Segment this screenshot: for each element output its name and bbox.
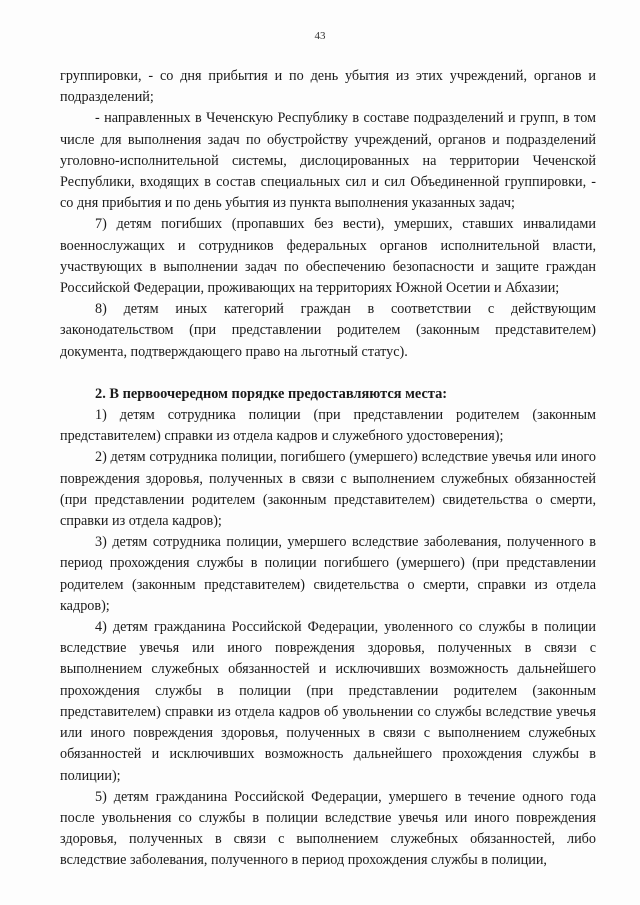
paragraph-priority-5: 5) детям гражданина Российской Федерации, умершего в течение одного года после увольнения со службы в полиции вследствие увечья или иного повреждения здоровья, полученных в связи с выполнением служебных обязанностей, либо вследствие заболевания, полученного в период прохождения службы в полиции,	[60, 788, 596, 869]
paragraph-continuation: группировки, - со дня прибытия и по день убытия из этих учреждений, органов и подразделений;	[60, 68, 596, 106]
page-number: 43	[314, 30, 326, 42]
paragraph-item-7: 7) детям погибших (пропавших без вести), умерших, ставших инвалидами военнослужащих и сотрудников федеральных органов исполнительной власти, участвующих в выполнении задач по обеспечению безопасности и защите граждан Российской Федерации, проживающих на территориях Южной Осетии и Абхазии;	[60, 216, 596, 297]
paragraph-priority-1: 1) детям сотрудника полиции (при представлении родителем (законным представителем) справки из отдела кадров и служебного удостоверения);	[60, 407, 596, 445]
paragraph-priority-2: 2) детям сотрудника полиции, погибшего (умершего) вследствие увечья или иного повреждения здоровья, полученных в связи с выполнением служебных обязанностей (при представлении родителем (законным представителем) свидетельства о смерти, справки из отдела кадров);	[60, 449, 596, 530]
paragraph-chechnya: - направленных в Чеченскую Республику в составе подразделений и групп, в том числе для выполнения задач по обустройству учреждений, органов и подразделений уголовно-исполнительной системы, дислоцированных на территории Чеченской Республики, входящих в состав специальных сил и сил Объединенной группировки, - со дня прибытия и по день убытия из пункта выполнения указанных задач;	[60, 110, 596, 212]
paragraph-priority-3: 3) детям сотрудника полиции, умершего вследствие заболевания, полученного в период прохождения службы в полиции погибшего (умершего) (при представлении родителем (законным представителем) свидетельства о смерти, справки из отдела кадров);	[60, 534, 596, 614]
document-body	[60, 66, 596, 872]
paragraph-item-8: 8) детям иных категорий граждан в соответствии с действующим законодательством (при представлении родителем (законным представителем) документа, подтверждающего право на льготный статус).	[60, 301, 596, 360]
section-heading: 2. В первоочередном порядке предоставляются места:	[95, 385, 448, 402]
paragraph-priority-4: 4) детям гражданина Российской Федерации, уволенного со службы в полиции вследствие увечья или иного повреждения здоровья, полученных в связи с выполнением служебных обязанностей и исключивших возможность дальнейшего прохождения службы в полиции (при представлении родителем (законным представителем) справки из отдела кадров об увольнении со службы вследствие увечья или иного повреждения здоровья, полученных в связи с выполнением служебных обязанностей и исключивших возможность дальнейшего прохождения службы в полиции);	[60, 619, 596, 784]
